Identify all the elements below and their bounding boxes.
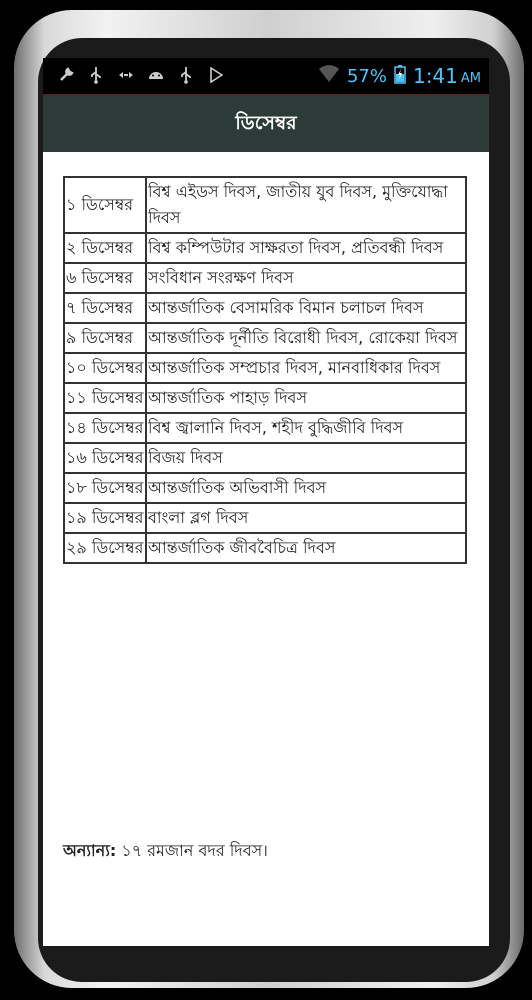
wrench-icon <box>57 66 75 84</box>
date-cell: ১ ডিসেম্বর <box>64 177 146 233</box>
clock-ampm: AM <box>460 70 481 86</box>
date-cell: ৬ ডিসেম্বর <box>64 263 146 293</box>
table-row <box>64 383 466 413</box>
date-cell: ২ ডিসেম্বর <box>64 233 146 263</box>
notification-icons <box>57 66 225 84</box>
event-cell: আন্তর্জাতিক দূর্নীতি বিরোধী দিবস, রোকেয়া দিবস <box>146 323 466 353</box>
date-cell: ২৯ ডিসেম্বর <box>64 533 146 563</box>
table-row <box>64 233 466 263</box>
table-row <box>64 353 466 383</box>
table-row <box>64 533 466 563</box>
usb-icon-2 <box>177 66 195 84</box>
table-row <box>64 473 466 503</box>
date-cell: ১০ ডিসেম্বর <box>64 353 146 383</box>
date-cell: ১৮ ডিসেম্বর <box>64 473 146 503</box>
play-store-icon <box>207 66 225 84</box>
event-cell: বিজয় দিবস <box>146 443 466 473</box>
table-body <box>64 177 466 563</box>
table-row <box>64 503 466 533</box>
december-days-table <box>63 176 467 564</box>
date-cell: ১৪ ডিসেম্বর <box>64 413 146 443</box>
content-scroll[interactable] <box>43 152 489 946</box>
page-title: ডিসেম্বর <box>235 112 297 134</box>
status-right <box>318 64 481 88</box>
event-cell: আন্তর্জাতিক পাহাড় দিবস <box>146 383 466 413</box>
date-cell: ১১ ডিসেম্বর <box>64 383 146 413</box>
event-cell: বাংলা ব্লগ দিবস <box>146 503 466 533</box>
other-note-label: অন্যান্য: <box>63 841 117 860</box>
date-cell: ১৯ ডিসেম্বর <box>64 503 146 533</box>
event-cell: সংবিধান সংরক্ষণ দিবস <box>146 263 466 293</box>
event-cell: বিশ্ব জ্বালানি দিবস, শহীদ বুদ্ধিজীবি দিবস <box>146 413 466 443</box>
event-cell: আন্তর্জাতিক সম্প্রচার দিবস, মানবাধিকার দিবস <box>146 353 466 383</box>
screen <box>43 58 489 946</box>
table-row <box>64 413 466 443</box>
table-row <box>64 323 466 353</box>
date-cell: ৭ ডিসেম্বর <box>64 293 146 323</box>
table-row <box>64 263 466 293</box>
event-cell: বিশ্ব কম্পিউটার সাক্ষরতা দিবস, প্রতিবন্ধী দিবস <box>146 233 466 263</box>
event-cell: বিশ্ব এইডস দিবস, জাতীয় যুব দিবস, মুক্তিযোদ্ধা দিবস <box>146 177 466 233</box>
date-cell: ১৬ ডিসেম্বর <box>64 443 146 473</box>
date-cell: ৯ ডিসেম্বর <box>64 323 146 353</box>
app-bar <box>43 94 489 154</box>
other-note <box>63 838 268 865</box>
event-cell: আন্তর্জাতিক অভিবাসী দিবস <box>146 473 466 503</box>
other-note-text: ১৭ রমজান বদর দিবস। <box>116 841 268 860</box>
battery-percent: 57% <box>346 65 387 87</box>
event-cell: আন্তর্জাতিক বেসামরিক বিমান চলাচল দিবস <box>146 293 466 323</box>
battery-icon <box>394 64 406 88</box>
android-icon <box>147 66 165 84</box>
event-cell: আন্তর্জাতিক জীববৈচিত্র দিবস <box>146 533 466 563</box>
status-bar <box>43 58 489 94</box>
table-row <box>64 177 466 233</box>
clock-time: 1:41 <box>412 64 458 88</box>
table-row <box>64 293 466 323</box>
wifi-icon <box>318 65 340 87</box>
table-row <box>64 443 466 473</box>
debug-icon <box>117 66 135 84</box>
usb-icon <box>87 66 105 84</box>
